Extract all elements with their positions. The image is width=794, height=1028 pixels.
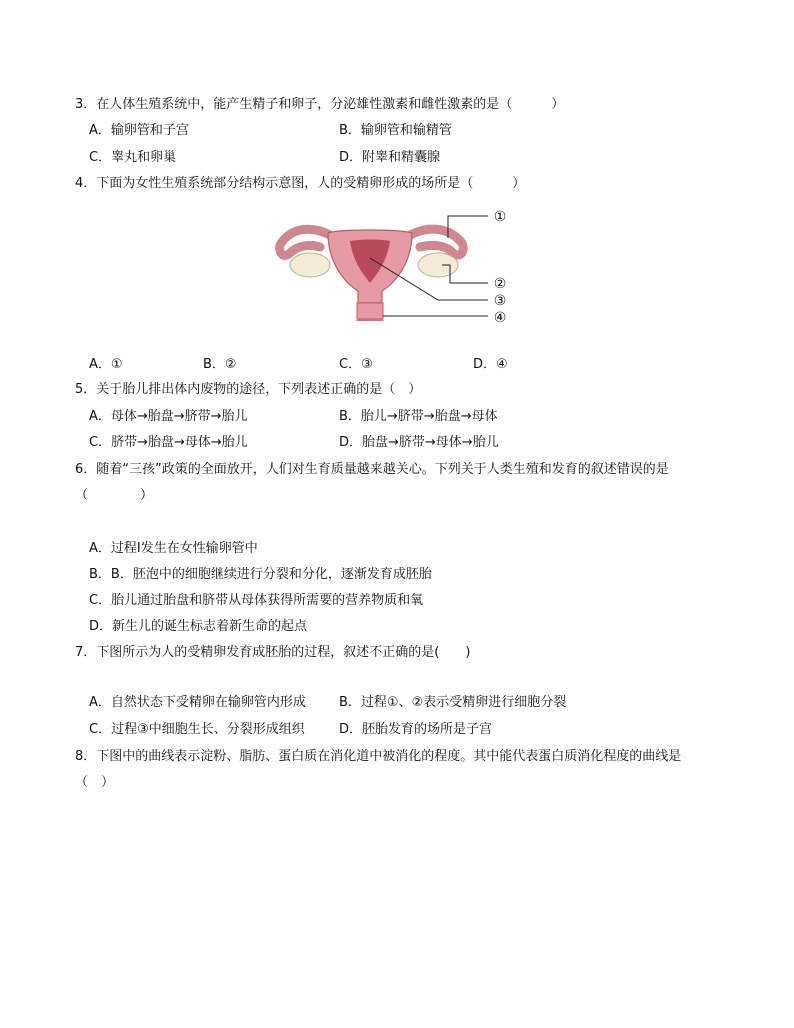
figure-label-3: ③ xyxy=(493,293,507,309)
q4-option-b: B．② xyxy=(203,357,237,372)
q3-option-a: A．输卵管和子宫 xyxy=(89,123,189,138)
figure-label-1: ① xyxy=(493,209,507,225)
q5-option-d: D．胎盘→脐带→母体→胎儿 xyxy=(339,435,499,450)
q3-option-b: B．输卵管和输精管 xyxy=(339,123,452,138)
q7-option-a: A．自然状态下受精卵在输卵管内形成 xyxy=(89,695,306,710)
q6-option-c: C．胎儿通过胎盘和脐带从母体获得所需要的营养物质和氧 xyxy=(89,593,424,608)
uterus-illustration xyxy=(270,203,520,343)
q7-option-c: C．过程③中细胞生长、分裂形成组织 xyxy=(89,722,305,737)
question-5-stem: 5．关于胎儿排出体内废物的途径，下列表述正确的是（ ） xyxy=(75,382,422,397)
q4-option-a: A．① xyxy=(89,357,123,372)
q7-option-d: D．胚胎发育的场所是子宫 xyxy=(339,722,493,737)
q5-option-b: B．胎儿→脐带→胎盘→母体 xyxy=(339,409,498,424)
figure-label-4: ④ xyxy=(493,310,507,326)
question-6-stem-cont: （ ） xyxy=(75,488,154,503)
left-fallopian-tube xyxy=(280,229,330,255)
cervix xyxy=(357,303,383,319)
question-6-stem: 6．随着“三孩”政策的全面放开，人们对生育质量越来越关心。下列关于人类生殖和发育的叙述错误的是 xyxy=(75,462,669,477)
q3-option-c: C．睾丸和卵巢 xyxy=(89,150,177,165)
q5-option-a: A．母体→胎盘→脐带→胎儿 xyxy=(89,409,248,424)
q3-option-d: D．附睾和精囊腺 xyxy=(339,150,441,165)
q5-option-c: C．脐带→胎盘→母体→胎儿 xyxy=(89,435,248,450)
left-ovary xyxy=(290,253,330,277)
right-fallopian-tube xyxy=(410,229,463,255)
vagina-top xyxy=(356,319,384,321)
figure-label-2: ② xyxy=(493,276,507,292)
q6-option-b: B．B．胚泡中的细胞继续进行分裂和分化，逐渐发育成胚胎 xyxy=(89,567,432,582)
right-ovary xyxy=(418,253,458,277)
question-3-stem: 3．在人体生殖系统中，能产生精子和卵子，分泌雄性激素和雌性激素的是（ ） xyxy=(75,97,565,112)
q4-option-d: D．④ xyxy=(473,357,508,372)
q4-option-c: C．③ xyxy=(339,357,373,372)
q6-option-a: A．过程I发生在女性输卵管中 xyxy=(89,541,258,556)
q6-option-d: D．新生儿的诞生标志着新生命的起点 xyxy=(89,619,308,634)
question-4-stem: 4．下面为女性生殖系统部分结构示意图，人的受精卵形成的场所是（ ） xyxy=(75,176,526,191)
female-reproductive-system-diagram xyxy=(270,203,520,343)
question-7-stem: 7．下图所示为人的受精卵发育成胚胎的过程，叙述不正确的是( ) xyxy=(75,645,471,660)
q7-option-b: B．过程①、②表示受精卵进行细胞分裂 xyxy=(339,695,567,710)
question-8-stem: 8．下图中的曲线表示淀粉、脂肪、蛋白质在消化道中被消化的程度。其中能代表蛋白质消化程度的曲线是 xyxy=(75,749,682,764)
question-8-stem-cont: （ ） xyxy=(75,775,115,790)
